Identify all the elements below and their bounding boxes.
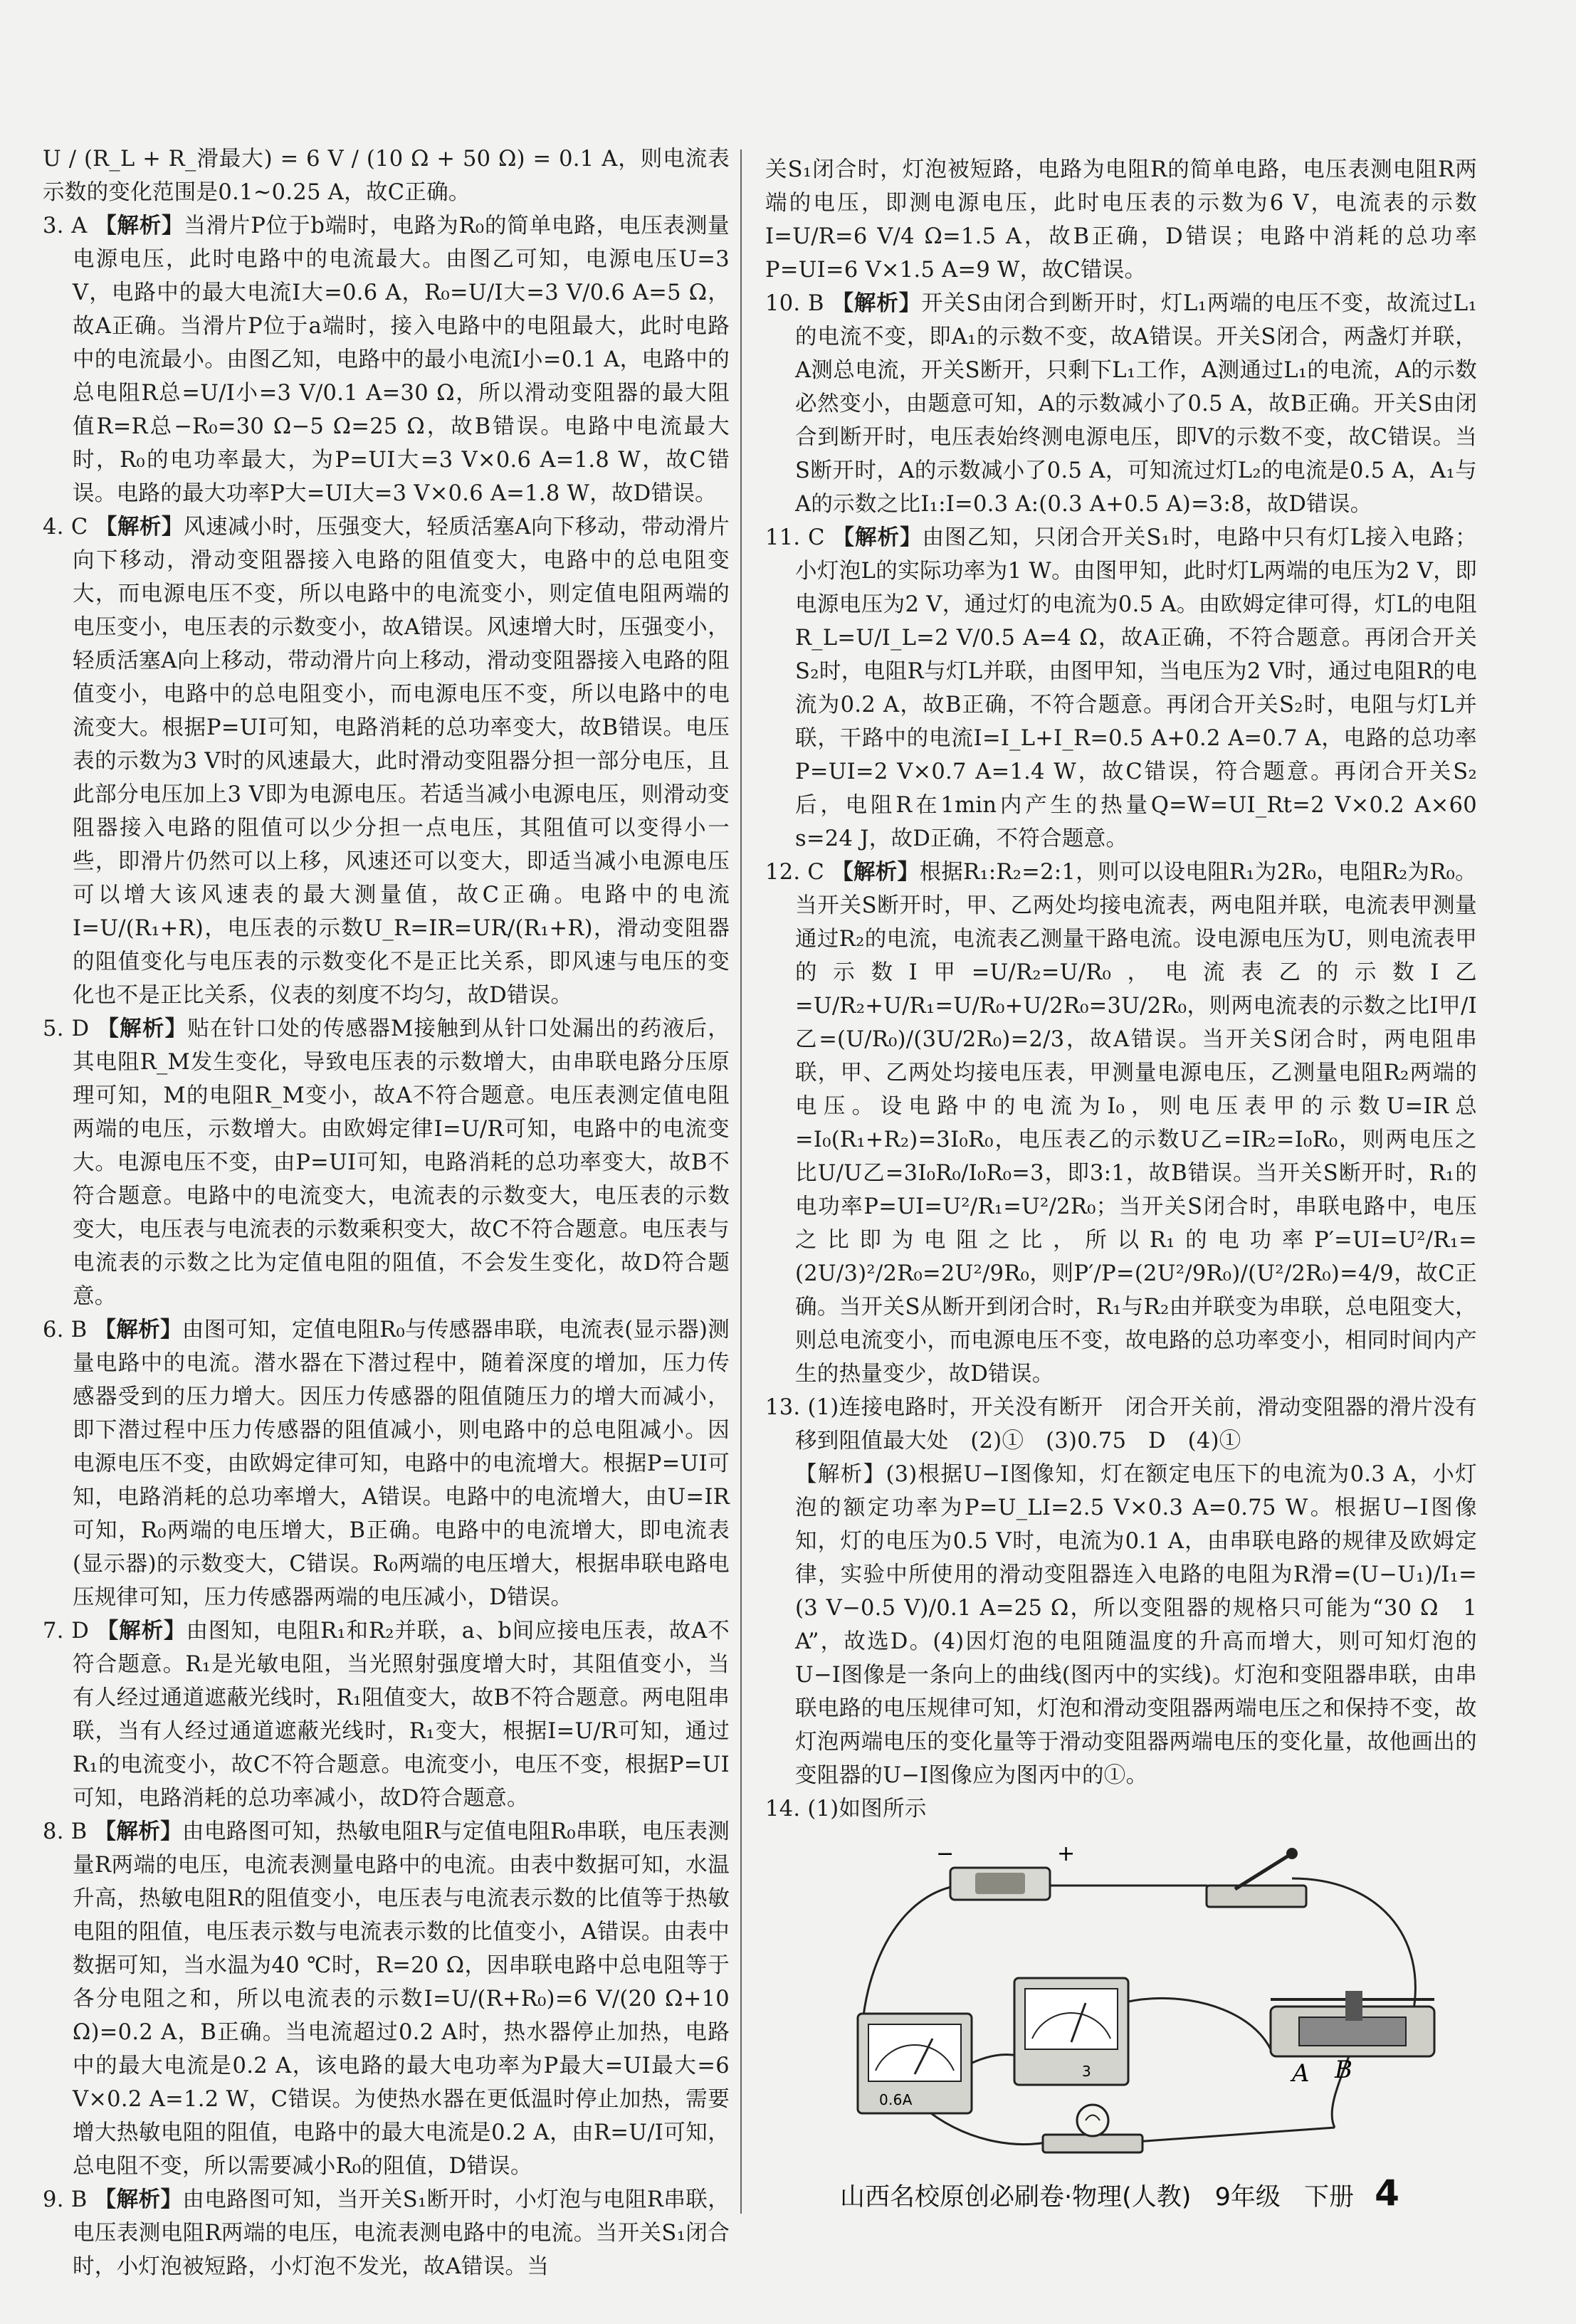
answer-7: 7. D 【解析】由图知，电阻R₁和R₂并联，a、b间应接电压表，故A不符合题意。R₁是光敏电阻，当光照射强度增大时，其阻值变小，当有人经过通道遮蔽光线时，R₁阻值变大，故B不符合题意。两电阻串联，当有人经过通道遮蔽光线时，R₁变大，根据I=U/R可知，通过R₁的电流变小，故C不符合题意。电流变小，电压不变，根据P=UI可知，电路消耗的总功率减小，故D符合题意。 [43,1618,730,1811]
voltmeter [1014,1978,1128,2085]
answer-13-analysis: 【解析】(3)根据U−I图像知，灯在额定电压下的电流为0.3 A，小灯泡的额定功率为P=U_LI=2.5 V×0.3 A=0.75 W。根据U−I图像知，灯的电压为0.5 V时，电流为0.1 A，由串联电路的规律及欧姆定律，实验中所使用的滑动变阻器连入电路的电阻为R滑=(U−U₁)/I₁=(3 V−0.5 V)/0.1 A=25 Ω，所以变阻器的规格只可能为“30 Ω 1 A”，故选D。(4)因灯泡的电阻随温度的升高而增大，则可知灯泡的U−I图像是一条向上的曲线(图丙中的实线)。灯泡和变阻器串联，由串联电路的电压规律可知，灯泡和滑动变阻器两端电压之和保持不变，故灯泡两端电压的变化量等于滑动变阻器两端电压的变化量，故他画出的变阻器的U−I图像应为图丙中的①。 [795,1462,1477,1788]
answer-4: 4. C 【解析】风速减小时，压强变大，轻质活塞A向下移动，带动滑片向下移动，滑动变阻器接入电路的阻值变大，电路中的总电阻变大，而电源电压不变，所以电路中的电流变小，则定值电阻两端的电压变小，电压表的示数变小，故A错误。风速增大时，压强变小，轻质活塞A向上移动，带动滑片向上移动，滑动变阻器接入电路的阻值变小，电路中的总电阻变小，而电源电压不变，所以电路中的电流变大。根据P=UI可知，电路消耗的总功率变大，故B错误。电压表的示数为3 V时的风速最大，此时滑动变阻器分担一部分电压，且此部分电压加上3 V即为电源电压。若适当减小电源电压，则滑动变阻器接入电路的阻值可以少分担一点电压，其阻值可以变得小一些，即滑片仍然可以上移，风速还可以变大，即适当减小电源电压可以增大该风速表的最大测量值，故C正确。电路中的电流I=U/(R₁+R)，电压表的示数U_R=IR=UR/(R₁+R)，滑动变阻器的阻值变化与电压表的示数变化不是正比关系，即风速与电压的变化也不是正比关系，仪表的刻度不均匀，故D错误。 [43,514,730,1008]
battery-minus: − [936,1841,955,1866]
grade-label: 9年级 [1214,2183,1281,2212]
lamp [1043,2105,1142,2152]
para-continuation: U / (R_L + R_滑最大) = 6 V / (10 Ω + 50 Ω) = 0.1 A，则电流表示数的变化范围是0.1~0.25 A，故C正确。 [43,147,730,205]
voltmeter-terminal-label: 3 [1082,2063,1092,2080]
circuit-diagram [836,1836,1463,2163]
book-title: 山西名校原创必刷卷·物理(人教) [840,2183,1192,2212]
page-footer [840,2172,1481,2214]
answer-3: 3. A 【解析】当滑片P位于b端时，电路为R₀的简单电路，电压表测量电源电压，此时电路中的电流最大。由图乙可知，电源电压U=3 V，电路中的最大电流I大=0.6 A，R₀=U/I大=3 V/0.6 A=5 Ω，故A正确。当滑片P位于a端时，接入电路中的电阻最大，此时电路中的电流最小。由图乙知，电路中的最小电流I小=0.1 A，电路中的总电阻R总=U/I小=3 V/0.1 A=30 Ω，所以滑动变阻器的最大阻值R=R总−R₀=30 Ω−5 Ω=25 Ω，故B错误。电路中电流最大时，R₀的电功率最大，为P=UI大=3 V×0.6 A=1.8 W，故C错误。电路的最大功率P大=UI大=3 V×0.6 A=1.8 W，故D错误。 [43,213,730,506]
ammeter-terminal-label: 0.6A [879,2091,913,2108]
page-number: 4 [1375,2172,1399,2214]
battery [936,1841,1075,1900]
ammeter [858,2014,972,2113]
answer-9-continuation: 关S₁闭合时，灯泡被短路，电路为电阻R的简单电路，电压表测电阻R两端的电压，即测电源电压，此时电压表的示数为6 V，电流表的示数I=U/R=6 V/4 Ω=1.5 A，故B正确，D错误；电路中消耗的总功率P=UI=6 V×1.5 A=9 W，故C错误。 [765,157,1477,283]
answer-12: 12. C 【解析】根据R₁:R₂=2:1，则可以设电阻R₁为2R₀，电阻R₂为R₀。当开关S断开时，甲、乙两处均接电流表，两电阻并联，电流表甲测量通过R₂的电流，电流表乙测量干路电流。设电源电压为U，则电流表甲的示数I甲=U/R₂=U/R₀，电流表乙的示数I乙=U/R₂+U/R₁=U/R₀+U/2R₀=3U/2R₀，则两电流表的示数之比I甲/I乙=(U/R₀)/(3U/2R₀)=2/3，故A错误。当开关S闭合时，两电阻串联，甲、乙两处均接电压表，甲测量电源电压，乙测量电阻R₂两端的电压。设电路中的电流为I₀，则电压表甲的示数U=IR总=I₀(R₁+R₂)=3I₀R₀，电压表乙的示数U乙=IR₂=I₀R₀，则两电压之比U/U乙=3I₀R₀/I₀R₀=3，即3:1，故B错误。当开关S断开时，R₁的电功率P=UI=U²/R₁=U²/2R₀；当开关S闭合时，串联电路中，电压之比即为电阻之比，所以R₁的电功率P′=UI=U²/R₁=(2U/3)²/2R₀=2U²/9R₀，则P′/P=(2U²/9R₀)/(U²/2R₀)=4/9，故C正确。当开关S从断开到闭合时，R₁与R₂由并联变为串联，总电阻变大，则总电流变小，而电源电压不变，故电路的总功率变小，相同时间内产生的热量变少，故D错误。 [765,859,1477,1387]
answer-13: 13. (1)连接电路时，开关没有断开 闭合开关前，滑动变阻器的滑片没有移到阻值最大处 (2)① (3)0.75 D (4)① [765,1395,1477,1453]
answer-8: 8. B 【解析】由电路图可知，热敏电阻R与定值电阻R₀串联，电压表测量R两端的电压，电流表测量电路中的电流。由表中数据可知，水温升高，热敏电阻R的阻值变小，电压表与电流表示数的比值等于热敏电阻的阻值，电压表示数与电流表示数的比值变小，A错误。由表中数据可知，当水温为40 ℃时，R=20 Ω，因串联电路中总电阻等于各分电阻之和，所以电流表的示数I=U/(R+R₀)=6 V/(20 Ω+10 Ω)=0.2 A，B正确。当电流超过0.2 A时，热水器停止加热，电路中的最大电流是0.2 A，该电路的最大电功率为P最大=UI最大=6 V×0.2 A=1.2 W，C错误。为使热水器在更低温时停止加热，需要增大热敏电阻的阻值，电路中的最大电流是0.2 A，由R=U/I可知，总电阻不变，所以需要减小R₀的阻值，D错误。 [43,1819,730,2179]
answer-11: 11. C 【解析】由图乙知，只闭合开关S₁时，电路中只有灯L接入电路；小灯泡L的实际功率为1 W。由图甲知，此时灯L两端的电压为2 V，即电源电压为2 V，通过灯的电流为0.5 A。由欧姆定律可得，灯L的电阻R_L=U/I_L=2 V/0.5 A=4 Ω，故A正确，不符合题意。再闭合开关S₂时，电阻R与灯L并联，由图甲知，当电压为2 V时，通过电阻R的电流为0.2 A，故B正确，不符合题意。再闭合开关S₂时，电阻与灯L并联，干路中的电流I=I_L+I_R=0.5 A+0.2 A=0.7 A，电路的总功率P=UI=2 V×0.7 A=1.4 W，故C错误，符合题意。再闭合开关S₂后，电阻R在1min内产生的热量Q=W=UI_Rt=2 V×0.2 A×60 s=24 J，故D正确，不符合题意。 [765,525,1477,851]
answer-14: 14. (1)如图所示 [765,1797,927,1821]
right-column [765,153,1477,2163]
answer-9: 9. B 【解析】由电路图可知，当开关S₁断开时，小灯泡与电阻R串联，电压表测电阻R两端的电压，电流表测电路中的电流。当开关S₁闭合时，小灯泡被短路，小灯泡不发光，故A错误。当 [43,2187,730,2279]
column-divider [740,149,742,2214]
rheostat-terminal-b: B [1335,2056,1353,2084]
rheostat-terminal-a: A [1292,2059,1310,2088]
answer-5: 5. D 【解析】贴在针口处的传感器M接触到从针口处漏出的药液后，其电阻R_M发生变化，导致电压表的示数增大，由串联电路分压原理可知，M的电阻R_M变小，故A不符合题意。电压表测定值电阻两端的电压，示数增大。由欧姆定律I=U/R可知，电路中的电流变大。电源电压不变，由P=UI可知，电路消耗的总功率变大，故B不符合题意。电路中的电流变大，电流表的示数变大，电压表的示数变大，电压表与电流表的示数乘积变大，故C不符合题意。电压表与电流表的示数之比为定值电阻的阻值，不会发生变化，故D符合题意。 [43,1016,730,1309]
answer-10: 10. B 【解析】开关S由闭合到断开时，灯L₁两端的电压不变，故流过L₁的电流不变，即A₁的示数不变，故A错误。开关S闭合，两盏灯并联，A测总电流，开关S断开，只剩下L₁工作，A测通过L₁的电流，A的示数必然变小，由题意可知，A的示数减小了0.5 A，故B正确。开关S由闭合到断开时，电压表始终测电源电压，即V的示数不变，故C错误。当S断开时，A的示数减小了0.5 A，可知流过灯L₂的电流是0.5 A，A₁与A的示数之比I₁:I=0.3 A:(0.3 A+0.5 A)=3:8，故D错误。 [765,290,1478,517]
battery-plus: + [1057,1841,1076,1866]
left-column [43,142,730,2283]
rheostat [1271,1991,1434,2088]
answer-6: 6. B 【解析】由图可知，定值电阻R₀与传感器串联，电流表(显示器)测量电路中的电流。潜水器在下潜过程中，随着深度的增加，压力传感器受到的压力增大。因压力传感器的阻值随压力的增大而减小，即下潜过程中压力传感器的阻值减小，则电路中的总电阻减小。因电源电压不变，由欧姆定律可知，电路中的电流增大。根据P=UI可知，电路消耗的总功率增大，A错误。电路中的电流增大，由U=IR可知，R₀两端的电压增大，B正确。电路中的电流增大，即电流表(显示器)的示数变大，C错误。R₀两端的电压增大，根据串联电路电压规律可知，压力传感器两端的电压减小，D错误。 [43,1317,730,1610]
circuit-figure [836,1836,1463,2163]
switch [1207,1848,1306,1907]
volume-label: 下册 [1304,2183,1355,2212]
